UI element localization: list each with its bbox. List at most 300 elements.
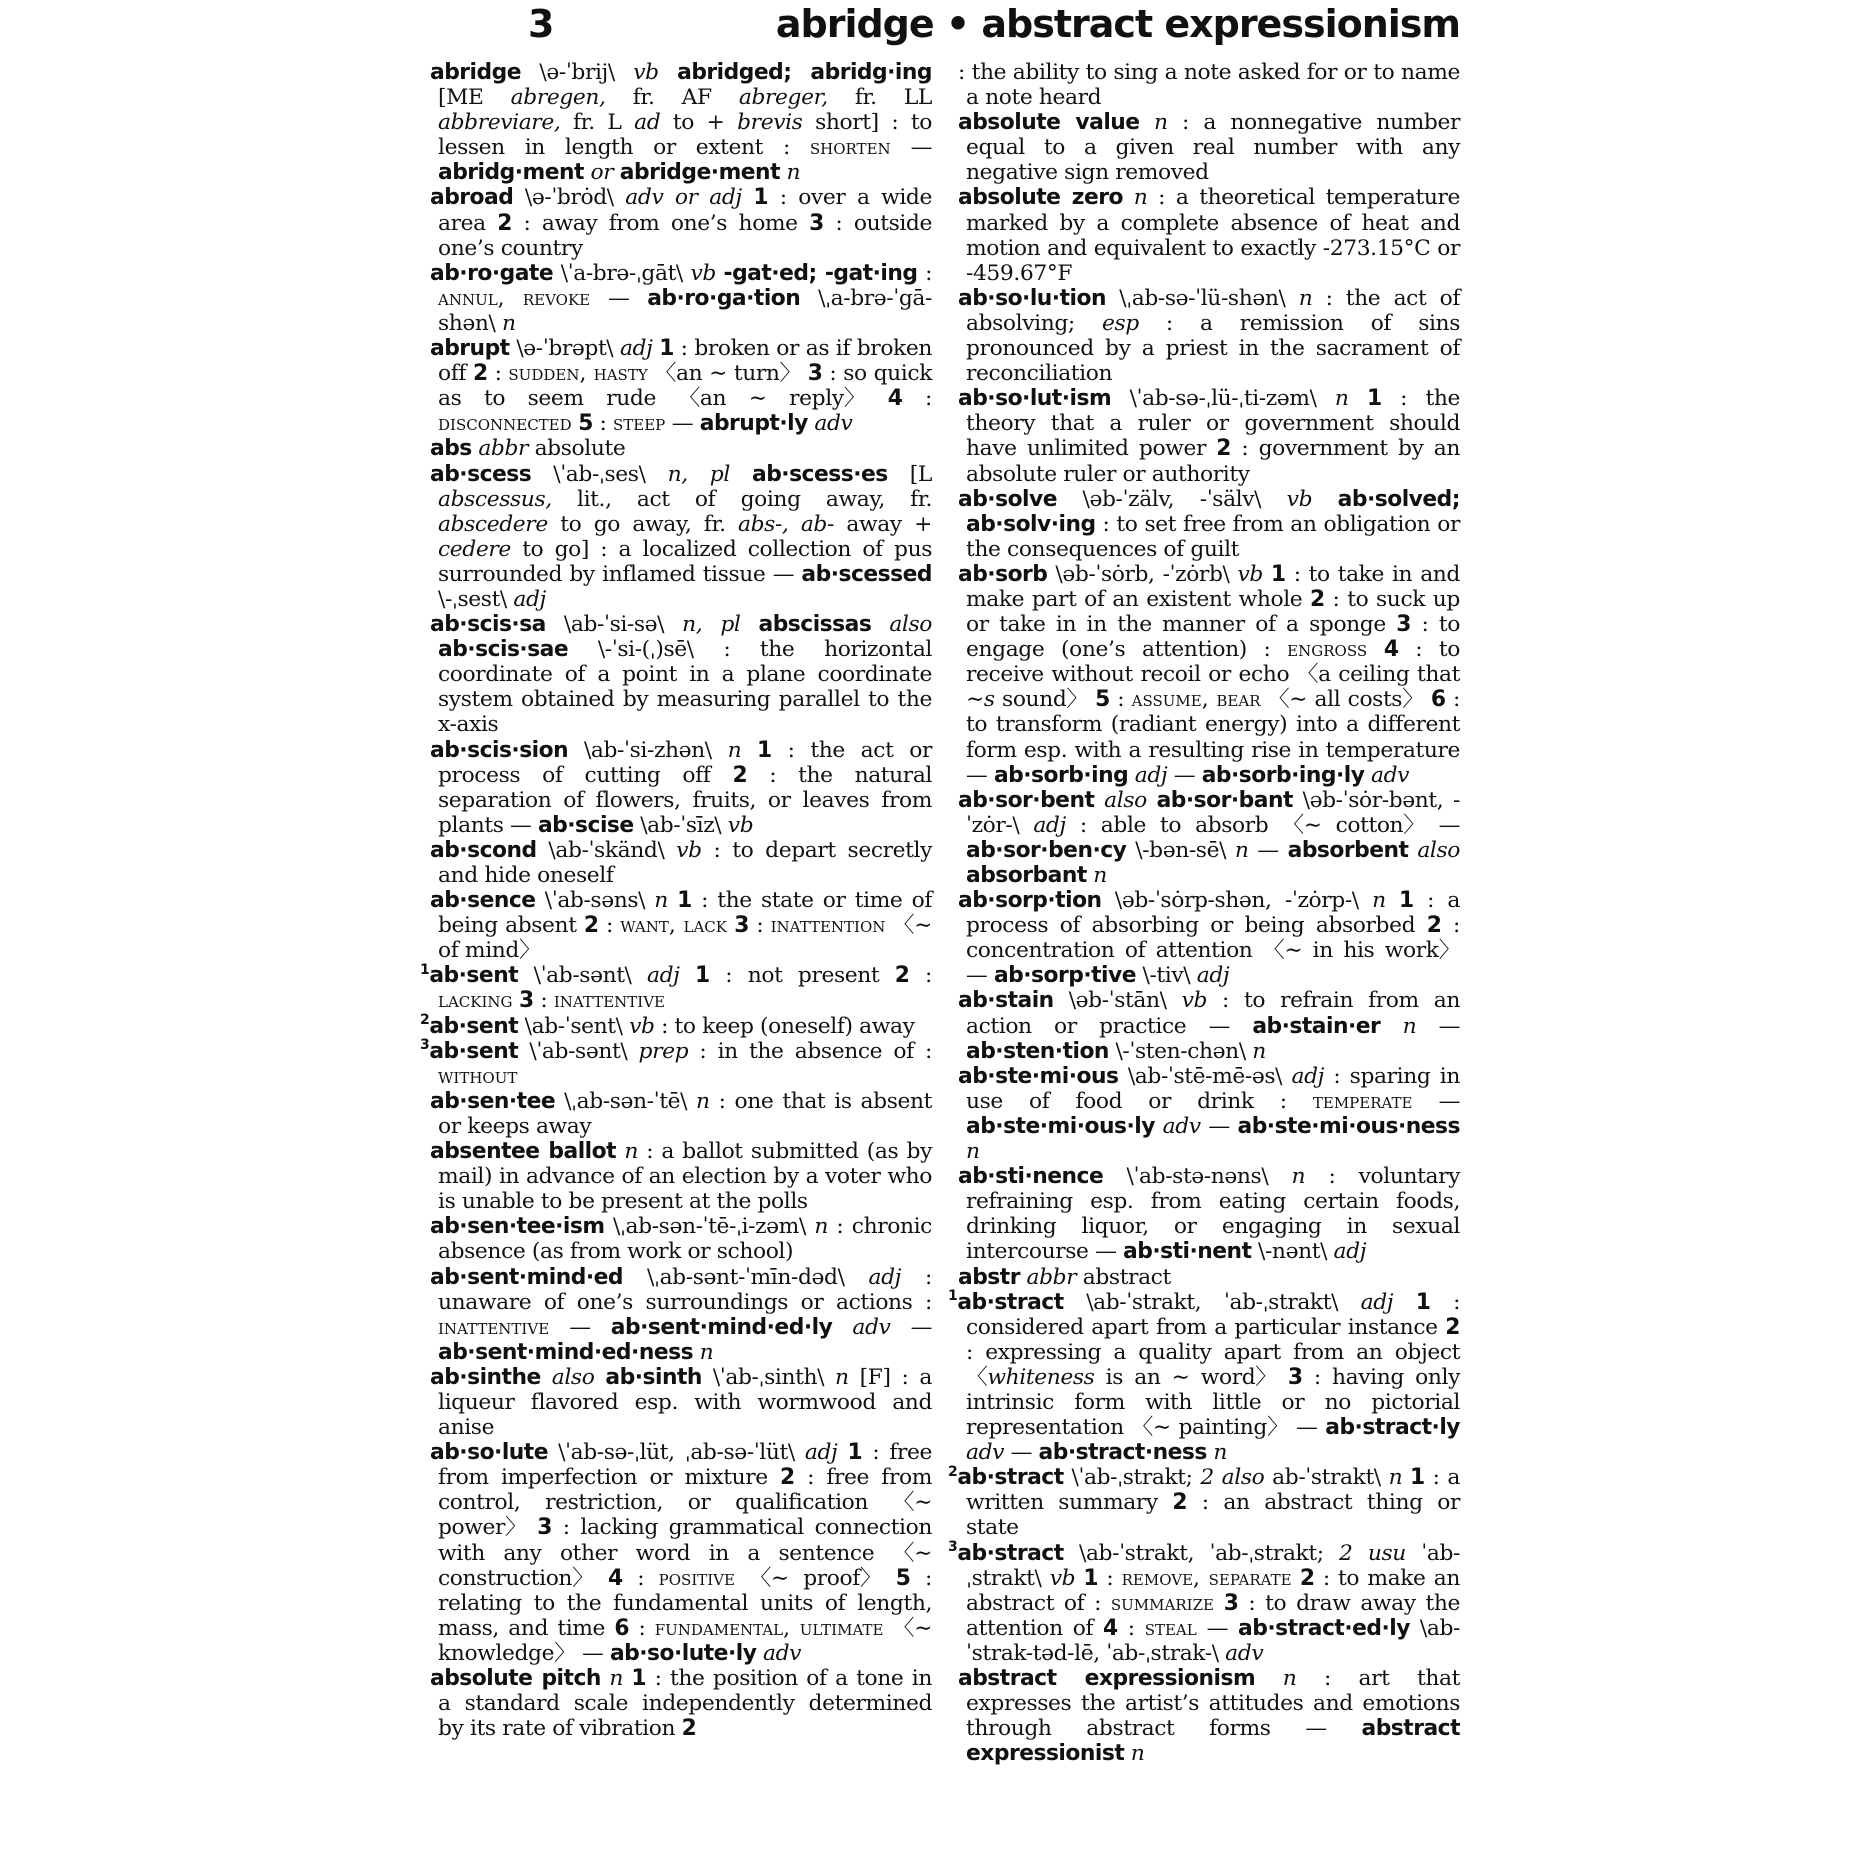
cross-reference: positive — [658, 1565, 735, 1591]
definition-text: sound〉 — [994, 687, 1096, 713]
dictionary-entry — [430, 838, 932, 888]
part-of-speech: n — [1298, 285, 1313, 311]
run-on-entry: ab·sorb·ing·ly — [1201, 762, 1365, 788]
sense-number: 1 — [1410, 1465, 1425, 1491]
part-of-speech: vb — [727, 812, 754, 838]
definition-text: : to draw away the attention of — [966, 1590, 1460, 1641]
definition-text: : — [487, 361, 509, 387]
definition-text: \ab-ˈstrakt, ˈab-ˌstrakt; — [1063, 1540, 1340, 1566]
headword: ab·sent — [429, 963, 519, 989]
headword: ab·sent·mind·ed — [430, 1264, 624, 1290]
dictionary-entry — [958, 788, 1460, 888]
italic-text: whiteness — [987, 1364, 1095, 1390]
definition-text: : not present — [709, 963, 895, 989]
part-of-speech: adv — [814, 411, 853, 437]
sense-number: 3 — [1396, 612, 1412, 638]
headword: ab·scess·es — [751, 461, 888, 487]
definition-text: \əb-ˈsȯrp-shən, -ˈzȯrp-\ — [1101, 888, 1373, 914]
headword: ab·sinth — [605, 1364, 702, 1390]
definition-text: : to take in and make part of an existent whole — [966, 561, 1460, 612]
headword: abstract expressionism — [958, 1666, 1256, 1691]
definition-text: is an ∼ word〉 — [1094, 1364, 1288, 1390]
part-of-speech: n, pl — [682, 612, 741, 638]
dictionary-entry — [430, 738, 932, 838]
part-of-speech: adv or adj — [625, 185, 742, 211]
definition-text — [1140, 110, 1154, 135]
cross-reference: remove, separate — [1121, 1565, 1292, 1591]
definition-text: : concentration of attention 〈∼ in his work〉 — — [966, 913, 1460, 989]
sense-number: 1 — [659, 336, 674, 362]
dictionary-entry — [420, 962, 932, 1014]
part-of-speech: vb — [1237, 561, 1263, 587]
part-of-speech: n — [786, 160, 801, 186]
cross-reference: annul, revoke — [438, 285, 591, 311]
definition-text: \ab-ˈskänd\ — [536, 837, 677, 863]
italic-text: cedere — [438, 536, 511, 562]
headword: ab·solved; ab·solv·ing — [966, 486, 1460, 537]
dictionary-entry — [958, 1666, 1460, 1766]
cross-reference: temperate — [1312, 1088, 1413, 1114]
part-of-speech: n — [1291, 1164, 1306, 1190]
definition-text — [1349, 386, 1367, 411]
sense-number: 1 — [1399, 888, 1414, 914]
cross-reference: steal — [1144, 1615, 1197, 1641]
definition-text — [1214, 1591, 1224, 1616]
headword: ab·sent — [429, 1038, 519, 1064]
definition-text: \ˌab-sən-ˈtē-ˌi-zəm\ — [604, 1214, 815, 1240]
definition-text: \ˈab-sə-ˌlüt, ˌab-sə-ˈlüt\ — [548, 1440, 805, 1466]
part-of-speech: n — [1213, 1440, 1228, 1466]
definition-text: — — [665, 411, 700, 437]
part-of-speech: adv — [762, 1640, 802, 1666]
definition-text — [1367, 637, 1384, 662]
sense-number: 2 — [732, 762, 748, 788]
definition-text: : the act or process of cutting off — [438, 737, 932, 788]
sense-number: 2 — [1299, 1565, 1315, 1591]
definition-text: to go away, fr. — [547, 511, 738, 537]
run-on-entry: ab·ste·mi·ous·ly — [966, 1113, 1155, 1139]
guide-words: abridge • abstract expressionism — [775, 2, 1460, 46]
sense-number: 2 — [1172, 1490, 1188, 1516]
definition-text: fr. AF — [605, 85, 739, 111]
dictionary-entry — [430, 888, 932, 963]
definition-text: 〈∼ knowledge〉 — — [438, 1615, 932, 1666]
definition-text — [716, 261, 724, 286]
italic-text: abreger, — [738, 85, 828, 111]
definition-text — [1263, 562, 1271, 587]
definition-text — [1402, 1465, 1410, 1490]
headword: ab·scond — [430, 837, 537, 863]
definition-text: [L — [887, 461, 932, 487]
headword: ab·sorb — [958, 561, 1048, 587]
run-on-entry: ab·sent·mind·ed·ly — [610, 1314, 833, 1340]
part-of-speech: adj — [1291, 1063, 1324, 1089]
definition-text: : to keep (oneself) away — [654, 1013, 915, 1039]
headword: ab·ro·gate — [430, 260, 554, 286]
part-of-speech: abbr — [1026, 1264, 1077, 1290]
definition-text: — — [1004, 1440, 1039, 1466]
headword: ab·sence — [430, 888, 536, 914]
part-of-speech: adj — [513, 586, 546, 612]
definition-text: : broken or as if broken off — [438, 336, 932, 387]
part-of-speech: adj — [1033, 812, 1066, 838]
definition-text: — — [1248, 837, 1288, 863]
definition-text: lit., act of going away, fr. — [551, 486, 932, 512]
dictionary-entry — [948, 1288, 1461, 1466]
dictionary-entry — [948, 1463, 1461, 1541]
definition-text: : free from imperfection or mixture — [438, 1440, 933, 1491]
part-of-speech: vb — [690, 260, 716, 286]
sense-number: 4 — [887, 386, 903, 412]
italic-text: esp — [1101, 310, 1139, 336]
sense-number: 4 — [1103, 1615, 1118, 1641]
definition-text: : chronic absence (as from work or school) — [438, 1214, 932, 1265]
page-header — [430, 2, 1460, 60]
sense-number: 3 — [1223, 1590, 1239, 1616]
dictionary-entry — [430, 462, 932, 613]
definition-text: : a written summary — [966, 1465, 1461, 1516]
headword: ab·scis·sa — [430, 612, 546, 638]
headword: abroad — [430, 185, 514, 211]
cross-reference: lacking — [438, 988, 513, 1014]
italic-text: abscessus, — [438, 486, 552, 512]
definition-text: : a ballot submitted (as by mail) in advance of an election by a voter who is unable to be present at the polls — [438, 1139, 932, 1215]
cross-reference: steep — [613, 411, 666, 437]
dictionary-entry — [420, 1037, 932, 1089]
homograph-number: 1 — [948, 1288, 958, 1305]
italic-text: also — [889, 612, 933, 638]
definition-text — [1393, 1290, 1416, 1315]
italic-text: 2 also — [1200, 1465, 1265, 1491]
definition-text — [832, 1315, 852, 1340]
definition-text: — — [549, 1314, 611, 1340]
definition-text: \ˈab-ˌstrakt; — [1063, 1465, 1201, 1491]
definition-text: : outside one’s country — [438, 210, 932, 261]
definition-text: \ˈab-sənt\ — [518, 1038, 639, 1064]
headword: abridged; abridg·ing — [677, 60, 932, 85]
definition-text: fr. LL — [827, 85, 932, 111]
definition-text: : so quick as to seem rude 〈an ∼ reply〉 — [438, 361, 932, 412]
headword: abs — [430, 436, 472, 462]
part-of-speech: n — [814, 1214, 828, 1240]
dictionary-entry — [420, 1012, 932, 1039]
part-of-speech: vb — [1181, 988, 1208, 1014]
sense-number: 1 — [677, 888, 692, 914]
definition-text — [541, 1365, 552, 1390]
headword: ab·sorp·tion — [958, 888, 1102, 914]
homograph-number: 2 — [420, 1012, 430, 1029]
dictionary-entry — [430, 1089, 932, 1139]
sense-number: 2 — [894, 963, 910, 989]
definition-text: \ab-ˈstrak-təd-lē, ˈab-ˌstrak-\ — [966, 1615, 1460, 1666]
part-of-speech: n — [835, 1364, 849, 1390]
sense-number: 2 — [583, 913, 599, 939]
part-of-speech: adj — [1196, 963, 1230, 989]
cross-reference: fundamental, ultimate — [654, 1615, 884, 1641]
definition-text: : one that is absent or keeps away — [438, 1088, 932, 1139]
part-of-speech: abbr — [478, 436, 529, 462]
definition-text: ˈab-ˌstrakt\ — [966, 1540, 1461, 1591]
part-of-speech: n — [696, 1088, 710, 1114]
part-of-speech: n — [502, 310, 516, 336]
sense-number: 3 — [734, 913, 750, 939]
headword: ab·scis·sae — [438, 637, 569, 663]
sense-number: 1 — [1083, 1565, 1099, 1591]
part-of-speech: n — [1093, 863, 1107, 888]
part-of-speech: adj — [1333, 1239, 1367, 1265]
sense-number: 5 — [578, 411, 593, 437]
definition-text: : a theoretical temperature marked by a complete absence of heat and motion and equivalent to exactly -273.15°C or -459.67°F — [966, 185, 1461, 286]
definition-text: : voluntary refraining esp. from eating certain foods, drinking liquor, or engaging in sexual intercourse — — [966, 1164, 1461, 1265]
cross-reference: inattentive — [553, 988, 665, 1014]
dictionary-entry — [430, 1139, 932, 1214]
part-of-speech: prep — [638, 1038, 689, 1064]
run-on-entry: abridg·ment — [438, 160, 584, 186]
definition-text: \ˈab-sənt\ — [518, 963, 647, 989]
dictionary-entry — [958, 185, 1460, 285]
dictionary-entry — [958, 286, 1460, 386]
definition-text: fr. L — [560, 110, 635, 136]
definition-text: : — [1098, 1565, 1122, 1591]
definition-text: : the natural separation of flowers, fruits, or leaves from plants — — [438, 762, 932, 838]
definition-text: — — [590, 285, 648, 311]
definition-text: : sparing in use of food or drink : — [966, 1063, 1460, 1114]
headword: absentee ballot — [430, 1139, 617, 1165]
definition-text — [680, 963, 696, 988]
definition-text: abstract — [1076, 1264, 1171, 1290]
definition-text: \ˌab-sənt-ˈmīn-dəd\ — [623, 1264, 869, 1290]
definition-text: : government by an absolute ruler or authority — [966, 436, 1460, 487]
definition-text: \ab-ˈsi-sə\ — [545, 612, 683, 638]
headword: ab·stract — [957, 1540, 1064, 1566]
definition-text: \ˈab-ˌsinth\ — [701, 1364, 836, 1390]
definition-text: : in the absence of : — [688, 1038, 932, 1064]
definition-text: : able to absorb 〈∼ cotton〉 — — [1065, 812, 1460, 838]
headword: ab·scess — [430, 461, 532, 487]
definition-text — [1147, 788, 1157, 813]
sense-number: 6 — [1430, 687, 1446, 713]
definition-text: : a nonnegative number equal to a given real number with any negative sign removed — [966, 110, 1460, 186]
part-of-speech: n, pl — [667, 461, 730, 487]
sense-number: 3 — [807, 361, 823, 387]
definition-text: absolute — [528, 436, 626, 462]
definition-text: — — [1200, 1113, 1238, 1139]
sense-number: 2 — [1445, 1314, 1460, 1340]
part-of-speech: adv — [1162, 1113, 1201, 1139]
headword: ab·ste·mi·ous — [958, 1063, 1119, 1089]
part-of-speech: adj — [1360, 1289, 1394, 1315]
homograph-number: 2 — [948, 1463, 958, 1480]
sense-number: 3 — [519, 988, 534, 1014]
definition-text: \ab-ˈstē-mē-əs\ — [1118, 1063, 1292, 1089]
part-of-speech: n — [699, 1339, 714, 1365]
sense-number: 3 — [1287, 1364, 1303, 1390]
definition-text — [1312, 487, 1338, 512]
italic-text: also — [551, 1364, 595, 1390]
headword: ab·stract — [957, 1465, 1064, 1491]
part-of-speech: n — [966, 1139, 980, 1165]
definition-text: \-bən-sē\ — [1126, 837, 1235, 863]
definition-text — [668, 888, 677, 913]
cross-reference: inattentive — [438, 1314, 550, 1340]
definition-text: \-ˈsten-chən\ — [1108, 1038, 1253, 1064]
definition-text: \ˈab-stə-nəns\ — [1103, 1164, 1292, 1190]
definition-text: : lacking grammatical connection with any other word in a sentence 〈∼ construction〉 — [438, 1515, 932, 1591]
headword: ab·stain — [958, 988, 1054, 1014]
dictionary-page — [420, 0, 1461, 1872]
definition-text: 〈∼ of mind〉 — [438, 913, 932, 964]
part-of-speech: n — [1334, 386, 1349, 412]
dictionary-entry — [958, 562, 1460, 788]
sense-number: 2 — [681, 1716, 697, 1742]
run-on-entry: absorbent — [1287, 837, 1409, 863]
part-of-speech: n — [1282, 1666, 1297, 1691]
headword: ab·sor·bent — [958, 787, 1095, 813]
definition-text: \ˈab-səns\ — [535, 888, 655, 914]
part-of-speech: adj — [1134, 762, 1168, 788]
definition-text: \ˌab-sən-ˈtē\ — [555, 1088, 696, 1114]
cross-reference: disconnected — [438, 411, 572, 437]
dictionary-entry — [430, 1365, 932, 1440]
headword: ab·sen·tee·ism — [430, 1214, 605, 1240]
cross-reference: assume, bear — [1131, 687, 1261, 713]
headword: ab·sen·tee — [430, 1088, 556, 1114]
definition-text: : the theory that a ruler or government should have unlimited power — [966, 386, 1460, 462]
definition-text: : art that expresses the artist’s attitudes and emotions through abstract forms — — [966, 1666, 1460, 1742]
dictionary-entry — [958, 1064, 1460, 1164]
definition-text: : the position of a tone in a standard scale independently determined by its rate of vibration — [438, 1666, 932, 1742]
sense-number: 2 — [1426, 913, 1442, 939]
part-of-speech: n — [1388, 1465, 1403, 1491]
part-of-speech: vb — [629, 1013, 655, 1039]
headword: absolute value — [958, 110, 1140, 136]
sense-number: 4 — [607, 1565, 623, 1591]
part-of-speech: adj — [804, 1440, 838, 1466]
definition-text: [F] : a liqueur flavored esp. with wormwood and anise — [438, 1364, 933, 1441]
definition-text: — — [1196, 1615, 1239, 1641]
definition-text: 〈∼ proof〉 — [734, 1565, 896, 1591]
definition-text — [1380, 1014, 1402, 1039]
headword: ab·so·lu·tion — [958, 285, 1106, 311]
headword: absolute pitch — [430, 1666, 601, 1691]
definition-text: : — [917, 260, 933, 286]
definition-text: : to transform (radiant energy) into a different form esp. with a resulting rise in temperature — — [966, 687, 1460, 788]
definition-text — [1123, 185, 1134, 210]
definition-text: — — [1412, 1088, 1460, 1114]
sense-number: 2 — [780, 1465, 795, 1491]
definition-text: \əb-ˈsȯr-bənt, -ˈzȯr-\ — [966, 787, 1460, 838]
headword: abrupt — [430, 336, 510, 362]
definition-text: : — [622, 1565, 659, 1591]
definition-text: \əb-ˈstān\ — [1053, 988, 1182, 1014]
definition-text — [740, 612, 758, 637]
definition-text: : unaware of one’s surroundings or actions : — [438, 1264, 932, 1315]
sense-number: 4 — [1383, 637, 1399, 663]
definition-text: short] : to lessen in length or extent : — [438, 110, 932, 161]
definition-text: : — [1117, 1615, 1145, 1641]
definition-text: : free from control, restriction, or qualification 〈∼ power〉 — [438, 1465, 932, 1541]
run-on-entry: ab·stain·er — [1252, 1013, 1381, 1039]
definition-text: : to refrain from an action or practice — — [966, 988, 1461, 1039]
headword: abscissas — [758, 612, 872, 638]
definition-text — [730, 462, 752, 487]
headword: abstr — [958, 1264, 1020, 1290]
dictionary-entry — [430, 185, 932, 260]
headword: ab·so·lut·ism — [958, 386, 1112, 412]
definition-text: \ˈab-ˌses\ — [531, 461, 668, 487]
definition-text: 〈∼ all costs〉 — [1260, 687, 1431, 713]
definition-text: : to receive without recoil or echo 〈a ceiling that ∼ — [966, 637, 1460, 713]
sense-number: 1 — [757, 737, 772, 763]
part-of-speech: n — [1402, 1013, 1417, 1039]
definition-text: : to engage (one’s attention) : — [966, 612, 1460, 663]
part-of-speech: n — [1154, 110, 1168, 136]
headword: ab·stract — [957, 1289, 1064, 1315]
definition-text — [1094, 788, 1104, 813]
headword: ab·sti·nence — [958, 1164, 1104, 1190]
definition-text — [1155, 1114, 1163, 1139]
cross-reference: summarize — [1110, 1590, 1214, 1616]
sense-number: 1 — [1270, 561, 1286, 587]
sense-number: 1 — [1366, 386, 1382, 412]
definition-text: \əb-ˈzälv, -ˈsälv\ — [1057, 486, 1287, 512]
definition-text — [1292, 1566, 1300, 1591]
dictionary-entry — [430, 336, 932, 436]
headword: ab·sinthe — [430, 1364, 541, 1390]
homograph-number: 3 — [948, 1539, 958, 1556]
cross-reference: shorten — [809, 135, 891, 161]
run-on-entry: ab·ro·ga·tion — [647, 285, 801, 311]
definition-text: : to suck up or take in in the manner of a sponge — [966, 586, 1460, 638]
definition-text: — — [1416, 1013, 1460, 1039]
definition-text: \-tiv\ — [1136, 963, 1197, 989]
italic-text: or — [590, 160, 614, 186]
left-column — [420, 60, 933, 1742]
italic-text: ad — [634, 110, 661, 136]
italic-text: abbreviare, — [438, 110, 561, 136]
dictionary-entry — [958, 1265, 1460, 1290]
italic-text: 2 usu — [1339, 1540, 1406, 1566]
italic-text: abs-, ab- — [738, 511, 834, 537]
definition-text: : to make an abstract of : — [966, 1565, 1460, 1616]
run-on-entry: abstract expressionist — [966, 1716, 1460, 1767]
dictionary-entry — [958, 1164, 1460, 1264]
definition-text: \ˈab-sə-ˌlü-ˌti-zəm\ — [1111, 386, 1335, 412]
run-on-entry: ab·stract·ness — [1038, 1440, 1207, 1466]
definition-text: : — [1109, 687, 1132, 713]
definition-text: 〈an ∼ turn〉 — [647, 361, 808, 387]
headword: ab·solve — [958, 486, 1058, 512]
part-of-speech: vb — [633, 60, 659, 85]
dictionary-entry — [430, 612, 932, 737]
sense-number: 2 — [497, 210, 512, 236]
cross-reference: inattention — [770, 913, 886, 939]
definition-text: : an abstract thing or state — [966, 1490, 1460, 1541]
definition-text: : away from one’s home — [511, 210, 810, 236]
definition-text — [871, 612, 889, 637]
italic-text: brevis — [737, 110, 803, 136]
dictionary-entry — [430, 436, 932, 461]
definition-text: \ə-ˈbrij\ — [521, 60, 634, 85]
italic-text: abscedere — [438, 511, 548, 537]
run-on-entry: ab·sorb·ing — [993, 762, 1129, 788]
part-of-speech: n — [1130, 1741, 1145, 1767]
run-on-entry: ab·stract·ed·ly — [1238, 1615, 1410, 1641]
definition-text: \ab-ˈstrakt, ˈab-ˌstrakt\ — [1063, 1289, 1361, 1315]
run-on-entry: ab·scessed — [801, 561, 932, 587]
dictionary-entry — [430, 1214, 932, 1264]
definition-text: : the state or time of being absent — [438, 888, 933, 939]
